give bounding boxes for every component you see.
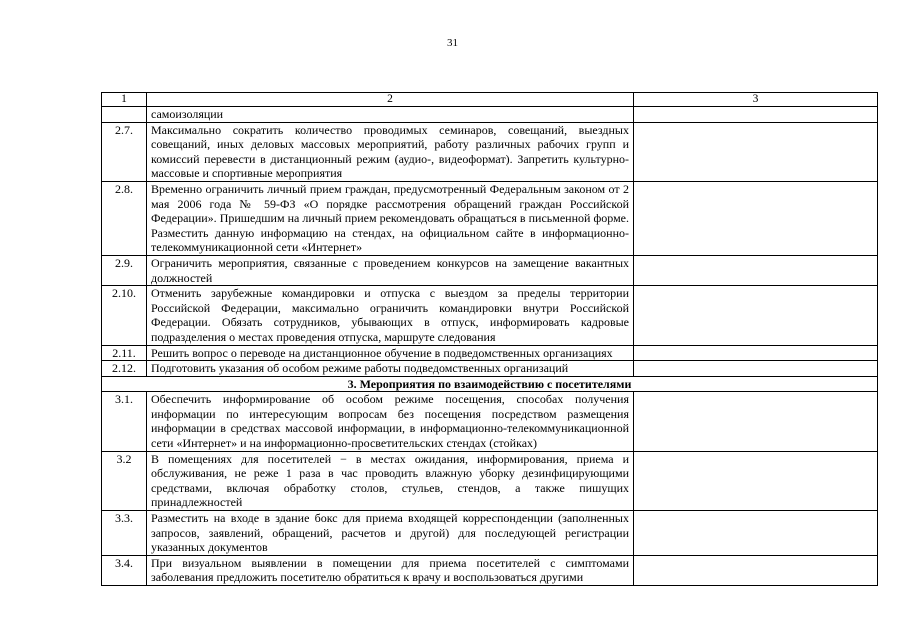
row-col-3 <box>634 451 878 510</box>
row-text: самоизоляции <box>147 107 634 123</box>
row-number: 3.1. <box>102 392 147 451</box>
section-heading: 3. Мероприятия по взаимодействию с посетителями <box>102 376 878 392</box>
row-col-3 <box>634 122 878 181</box>
row-number: 2.8. <box>102 181 147 255</box>
row-col-3 <box>634 286 878 345</box>
row-col-3 <box>634 555 878 585</box>
row-number: 2.12. <box>102 361 147 377</box>
row-text: Решить вопрос о переводе на дистанционное обучение в подведомственных организациях <box>147 345 634 361</box>
table-row <box>102 286 878 345</box>
table-row <box>102 345 878 361</box>
row-col-3 <box>634 361 878 377</box>
table-row <box>102 255 878 285</box>
measures-table <box>101 92 878 586</box>
table-header-row <box>102 93 878 107</box>
table-row <box>102 107 878 123</box>
row-text: Разместить на входе в здание бокс для приема входящей корреспонденции (заполненных запросов, заявлений, обращений, расчетов и другой) для последующей регистрации указанных документов <box>147 511 634 556</box>
row-number: 2.11. <box>102 345 147 361</box>
row-col-3 <box>634 181 878 255</box>
row-text: Временно ограничить личный прием граждан, предусмотренный Федеральным законом от 2 мая 2006 года № 59-ФЗ «О порядке рассмотрения обращений граждан Российской Федерации». Пришедшим на личный прием рекомендовать обращаться в письменной форме. Разместить данную информацию на стендах, на официальном сайте в информационно-телекоммуникационной сети «Интернет» <box>147 181 634 255</box>
row-number: 3.2 <box>102 451 147 510</box>
row-col-3 <box>634 345 878 361</box>
row-text: Обеспечить информирование об особом режиме посещения, способах получения информации по интересующим вопросам без посещения посредством размещения информации в средствах массовой информации, в информационно-телекоммуникационной сети «Интернет» и на информационно-просветительских стендах (стойках) <box>147 392 634 451</box>
row-number: 3.3. <box>102 511 147 556</box>
page-number: 31 <box>447 37 458 49</box>
section-heading-row <box>102 376 878 392</box>
header-col-2: 2 <box>147 93 634 107</box>
header-col-3: 3 <box>634 93 878 107</box>
row-col-3 <box>634 107 878 123</box>
table-row <box>102 361 878 377</box>
table-row <box>102 181 878 255</box>
row-text: Ограничить мероприятия, связанные с проведением конкурсов на замещение вакантных должностей <box>147 255 634 285</box>
row-number <box>102 107 147 123</box>
row-number: 2.9. <box>102 255 147 285</box>
row-text: Максимально сократить количество проводимых семинаров, совещаний, выездных совещаний, иных деловых массовых мероприятий, работу различных рабочих групп и комиссий перевести в дистанционный режим (аудио-, видеоформат). Запретить культурно-массовые и спортивные мероприятия <box>147 122 634 181</box>
row-col-3 <box>634 511 878 556</box>
table-row <box>102 511 878 556</box>
table-row <box>102 392 878 451</box>
row-col-3 <box>634 255 878 285</box>
row-col-3 <box>634 392 878 451</box>
table-row <box>102 555 878 585</box>
row-number: 3.4. <box>102 555 147 585</box>
row-text: Подготовить указания об особом режиме работы подведомственных организаций <box>147 361 634 377</box>
header-col-1: 1 <box>102 93 147 107</box>
row-text: В помещениях для посетителей − в местах ожидания, информирования, приема и обслуживания, не реже 1 раза в час проводить влажную уборку дезинфицирующими средствами, включая обработку столов, стульев, стендов, а также пишущих принадлежностей <box>147 451 634 510</box>
table-row <box>102 122 878 181</box>
row-number: 2.7. <box>102 122 147 181</box>
table-row <box>102 451 878 510</box>
row-number: 2.10. <box>102 286 147 345</box>
row-text: При визуальном выявлении в помещении для приема посетителей с симптомами заболевания предложить посетителю обратиться к врачу и воспользоваться другими <box>147 555 634 585</box>
row-text: Отменить зарубежные командировки и отпуска с выездом за пределы территории Российской Федерации, максимально ограничить командировки внутри Российской Федерации. Обязать сотрудников, убывающих в отпуск, информировать кадровые подразделения о местах проведения отпуска, маршруте следования <box>147 286 634 345</box>
